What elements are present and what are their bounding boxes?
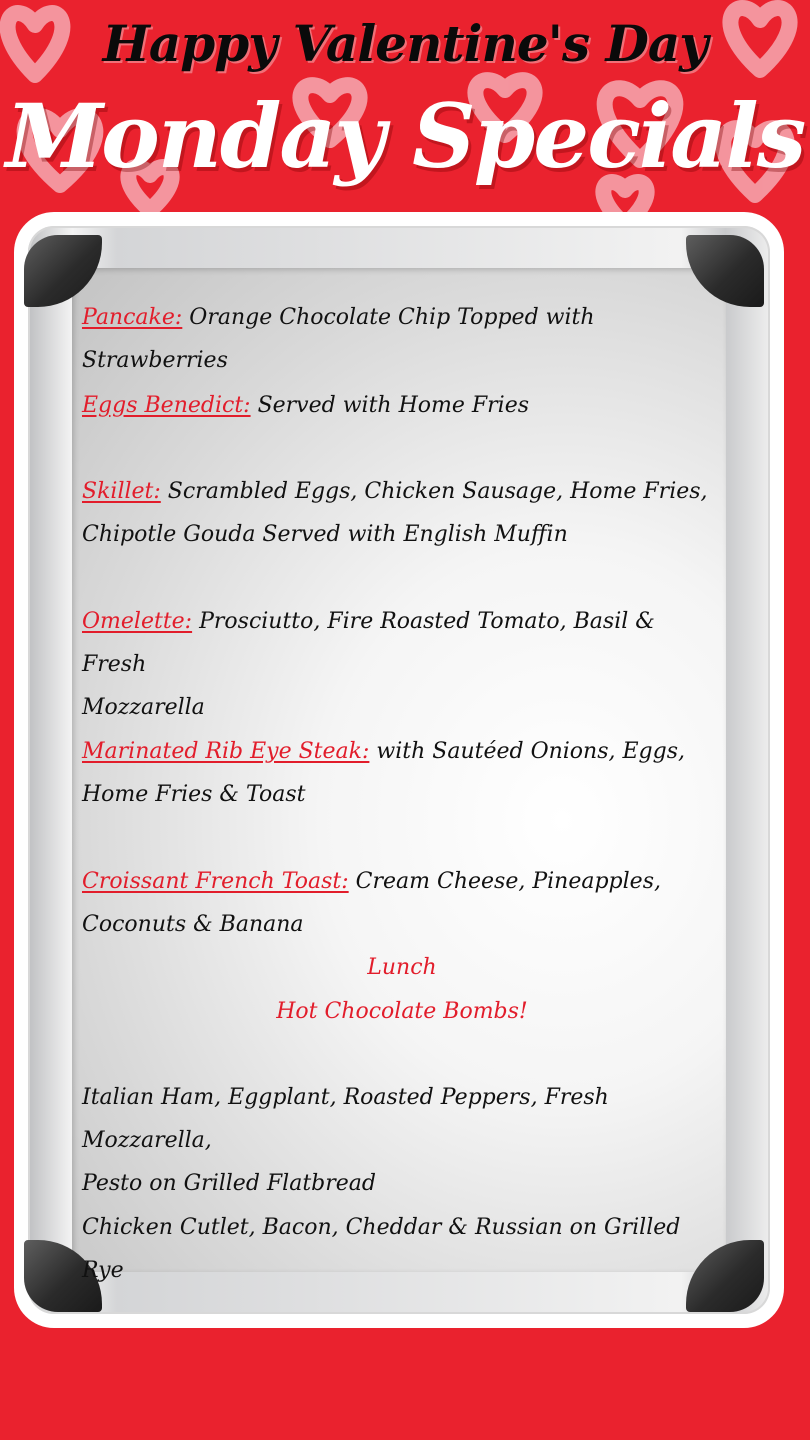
menu-item-desc: Orange Chocolate Chip Topped with Strawberries <box>82 305 595 373</box>
menu-item-name: Marinated Rib Eye Steak: <box>82 739 370 764</box>
menu-item-name: Omelette: <box>82 609 193 634</box>
menu-item-name: Eggs Benedict: <box>82 393 251 418</box>
menu-item-eggs-benedict <box>82 384 722 427</box>
menu-item-rib-eye <box>82 730 722 816</box>
menu-item-desc: Cream Cheese, Pineapples, <box>348 869 661 894</box>
page-title: Monday Specials <box>5 84 805 188</box>
lunch-item-line: Italian Ham, Eggplant, Roasted Peppers, Fresh Mozzarella, <box>82 1085 609 1153</box>
header <box>0 0 810 215</box>
lunch-item <box>82 1206 722 1292</box>
menu-item-name: Skillet: <box>82 479 161 504</box>
menu-item-desc-cont: Mozzarella <box>82 695 205 720</box>
menu-item-desc: Scrambled Eggs, Chicken Sausage, Home Fries, <box>160 479 708 504</box>
menu-item-french-toast <box>82 860 722 946</box>
menu-item-skillet <box>82 470 722 556</box>
menu-item-desc-cont: Home Fries & Toast <box>82 782 306 807</box>
menu-item-desc: with Sautéed Onions, Eggs, <box>369 739 686 764</box>
menu-item-desc: Served with Home Fries <box>250 393 530 418</box>
menu-item-desc: Prosciutto, Fire Roasted Tomato, Basil & Fresh <box>82 609 655 677</box>
menu-item-desc-cont: Chipotle Gouda Served with English Muffin <box>82 522 568 547</box>
menu-item-name: Croissant French Toast: <box>82 869 349 894</box>
header-subtitle: Happy Valentine's Day <box>102 14 708 73</box>
menu-item-desc-cont: Coconuts & Banana <box>82 912 304 937</box>
menu-item-name: Pancake: <box>82 305 183 330</box>
menu-item-omelette <box>82 600 722 729</box>
menu-item-pancake <box>82 296 722 382</box>
lunch-item-line: Chicken Cutlet, Bacon, Cheddar & Russian on Grilled Rye <box>82 1215 681 1283</box>
lunch-heading: Lunch <box>367 955 437 980</box>
lunch-item-line: Pesto on Grilled Flatbread <box>82 1171 376 1196</box>
hot-chocolate-note: Hot Chocolate Bombs! <box>276 999 528 1024</box>
lunch-item <box>82 1076 722 1205</box>
